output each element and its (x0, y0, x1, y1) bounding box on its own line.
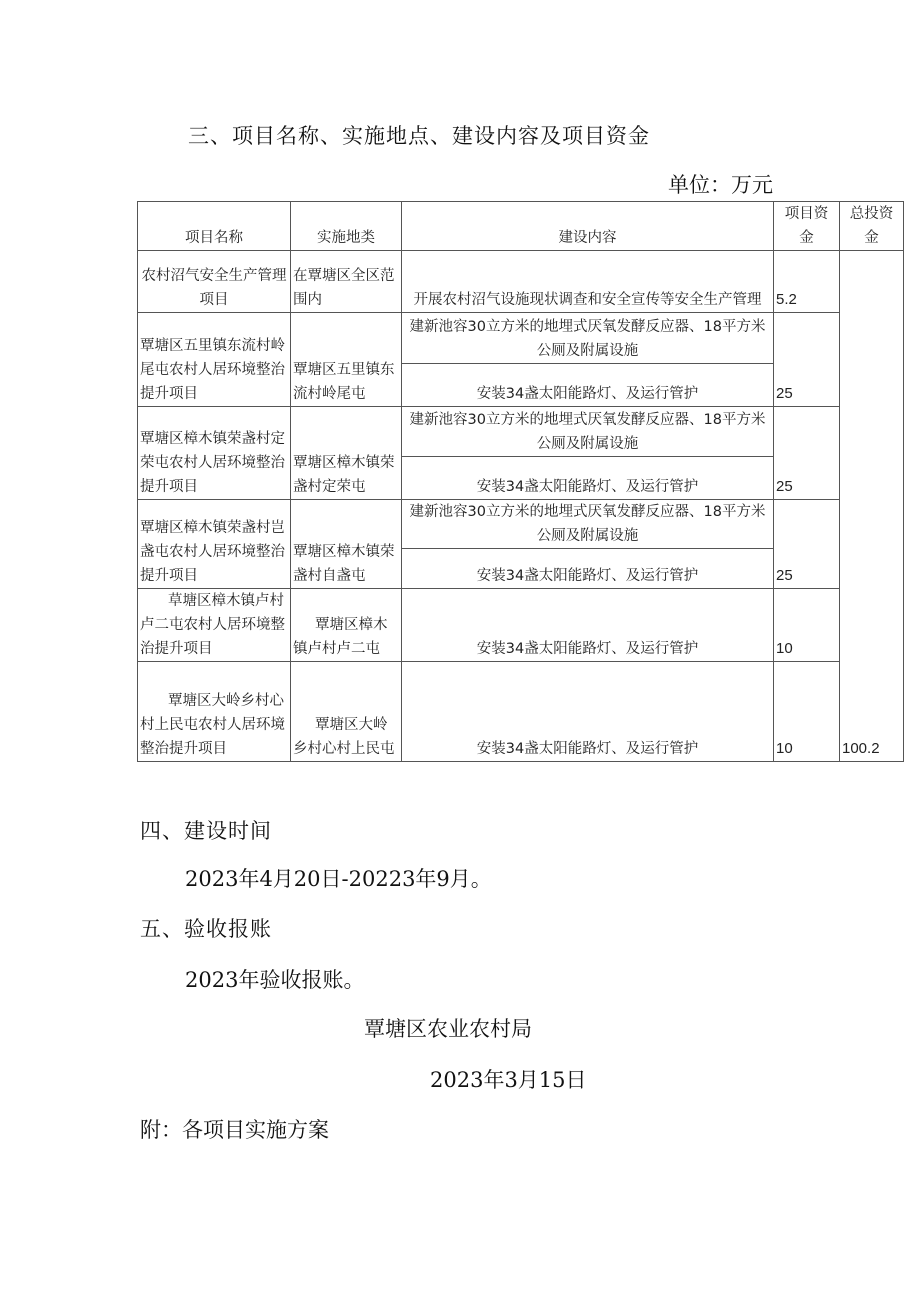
row-site: 覃塘区樟木镇卢村卢二屯 (291, 589, 402, 662)
section-5-title: 五、验收报账 (140, 917, 272, 941)
row-name: 草塘区樟木镇卢村卢二屯农村人居环境整治提升项目 (138, 589, 291, 662)
table-row (138, 662, 904, 762)
row-name: 覃塘区樟木镇荣盏村岂盏屯农村人居环境整治提升项目 (138, 500, 291, 589)
row-content: 安装34盏太阳能路灯、及运行管护 (402, 549, 774, 589)
table-row (138, 500, 904, 549)
row-fund: 25 (774, 500, 840, 589)
section-4-title: 四、建设时间 (140, 819, 272, 843)
total-investment: 100.2 (840, 251, 904, 762)
row-content: 建新池容30立方米的地埋式厌氧发酵反应器、18平方米公厕及附属设施 (402, 500, 774, 549)
attachment-note: 附：各项目实施方案 (140, 1118, 329, 1142)
table-row (138, 589, 904, 662)
header-content: 建设内容 (402, 202, 774, 251)
header-site: 实施地类 (291, 202, 402, 251)
row-site: 覃塘区大岭乡村心村上民屯 (291, 662, 402, 762)
project-table (137, 201, 904, 762)
acceptance-text: 2023年验收报账。 (185, 968, 365, 992)
table-header-row (138, 202, 904, 251)
row-content: 安装34盏太阳能路灯、及运行管护 (402, 589, 774, 662)
row-name: 覃塘区大岭乡村心村上民屯农村人居环境整治提升项目 (138, 662, 291, 762)
header-total: 总投资金 (840, 202, 904, 251)
signature-date: 2023年3月15日 (430, 1068, 587, 1092)
row-content: 建新池容30立方米的地埋式厌氧发酵反应器、18平方米公厕及附属设施 (402, 313, 774, 364)
row-site: 覃塘区樟木镇荣盏村定荣屯 (291, 407, 402, 500)
row-content: 开展农村沼气设施现状调查和安全宣传等安全生产管理 (402, 251, 774, 313)
row-name: 农村沼气安全生产管理项目 (138, 251, 291, 313)
row-fund: 10 (774, 662, 840, 762)
row-site: 覃塘区五里镇东流村岭尾屯 (291, 313, 402, 407)
row-site: 在覃塘区全区范围内 (291, 251, 402, 313)
row-content: 安装34盏太阳能路灯、及运行管护 (402, 364, 774, 407)
row-content: 建新池容30立方米的地埋式厌氧发酵反应器、18平方米公厕及附属设施 (402, 407, 774, 457)
row-fund: 5.2 (774, 251, 840, 313)
row-fund: 25 (774, 407, 840, 500)
unit-label: 单位：万元 (668, 173, 773, 197)
section-3-title: 三、项目名称、实施地点、建设内容及项目资金 (188, 124, 650, 148)
row-fund: 25 (774, 313, 840, 407)
row-name: 覃塘区樟木镇荣盏村定荣屯农村人居环境整治提升项目 (138, 407, 291, 500)
row-fund: 10 (774, 589, 840, 662)
construction-period: 2023年4月20日-20223年9月。 (185, 867, 492, 891)
row-content: 安装34盏太阳能路灯、及运行管护 (402, 662, 774, 762)
table-row (138, 407, 904, 457)
row-content: 安装34盏太阳能路灯、及运行管护 (402, 457, 774, 500)
table-row (138, 251, 904, 313)
header-fund: 项目资金 (774, 202, 840, 251)
header-name: 项目名称 (138, 202, 291, 251)
signature-org: 覃塘区农业农村局 (364, 1017, 532, 1041)
row-name: 覃塘区五里镇东流村岭尾屯农村人居环境整治提升项目 (138, 313, 291, 407)
row-site: 覃塘区樟木镇荣盏村自盏屯 (291, 500, 402, 589)
table-row (138, 313, 904, 364)
